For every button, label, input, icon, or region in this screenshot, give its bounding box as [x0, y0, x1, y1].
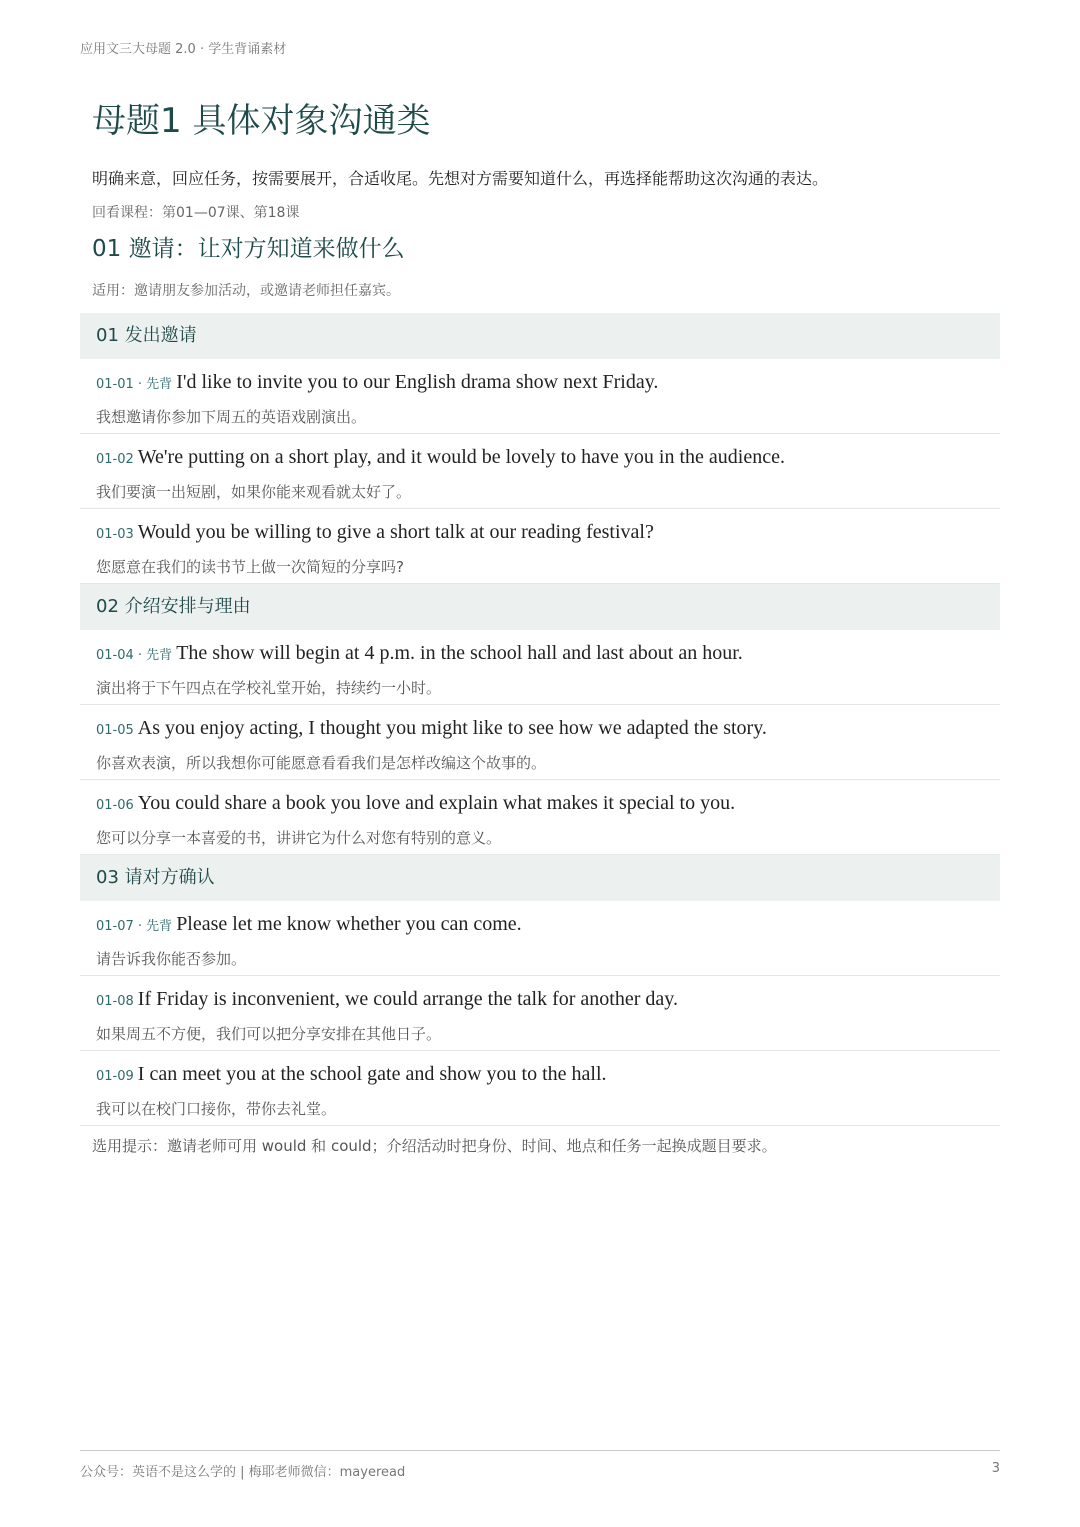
phrase-chinese: 如果周五不方便，我们可以把分享安排在其他日子。 [96, 1025, 442, 1043]
phrase-entry [80, 509, 1000, 584]
memorize-first-tag: · 先背 [133, 919, 173, 934]
phrase-chinese: 我们要演一出短剧，如果你能来观看就太好了。 [96, 483, 412, 501]
phrase-code: 01-02 [96, 452, 134, 467]
phrase-entry [80, 976, 1000, 1051]
phrase-code: 01-09 [96, 1069, 134, 1084]
phrase-entry [80, 359, 1000, 434]
memorize-first-tag: · 先背 [133, 648, 173, 663]
phrase-entry [80, 1051, 1000, 1126]
page-footer [80, 1450, 1000, 1480]
phrase-entry [80, 705, 1000, 780]
phrase-code: 01-05 [96, 723, 134, 738]
running-header: 应用文三大母题 2.0 · 学生背诵素材 [80, 42, 287, 57]
phrase-entry [80, 780, 1000, 855]
memorize-first-tag: · 先背 [133, 377, 173, 392]
phrase-english: Please let me know whether you can come. [176, 913, 522, 935]
chapter-title: 母题1 具体对象沟通类 [92, 101, 431, 141]
section-usage: 适用：邀请朋友参加活动，或邀请老师担任嘉宾。 [92, 283, 400, 299]
section-title: 01 邀请：让对方知道来做什么 [92, 236, 405, 262]
phrase-english: The show will begin at 4 p.m. in the school hall and last about an hour. [176, 642, 743, 664]
phrase-chinese: 你喜欢表演，所以我想你可能愿意看看我们是怎样改编这个故事的。 [96, 754, 547, 772]
phrase-english: As you enjoy acting, I thought you might like to see how we adapted the story. [137, 717, 767, 739]
group-header: 01 发出邀请 [80, 313, 1000, 359]
phrase-english: I can meet you at the school gate and show you to the hall. [137, 1063, 607, 1085]
phrase-chinese: 我可以在校门口接你，带你去礼堂。 [96, 1100, 337, 1118]
phrase-chinese: 请告诉我你能否参加。 [96, 950, 247, 968]
phrase-english: You could share a book you love and explain what makes it special to you. [137, 792, 736, 814]
phrase-chinese: 您愿意在我们的读书节上做一次简短的分享吗? [96, 558, 404, 576]
page-number: 3 [991, 1461, 1000, 1476]
group-header: 03 请对方确认 [80, 855, 1000, 901]
phrase-chinese: 我想邀请你参加下周五的英语戏剧演出。 [96, 408, 367, 426]
phrase-chinese: 演出将于下午四点在学校礼堂开始，持续约一小时。 [96, 679, 442, 697]
phrase-code: 01-03 [96, 527, 134, 542]
phrase-code: 01-06 [96, 798, 134, 813]
phrase-entry [80, 630, 1000, 705]
phrase-code: 01-04 [96, 648, 134, 663]
phrase-code: 01-08 [96, 994, 134, 1009]
phrase-english: I'd like to invite you to our English drama show next Friday. [176, 371, 659, 393]
review-lessons: 回看课程：第01—07课、第18课 [92, 205, 300, 221]
phrase-entry [80, 434, 1000, 509]
phrase-code: 01-01 [96, 377, 134, 392]
chapter-intro: 明确来意，回应任务，按需要展开，合适收尾。先想对方需要知道什么，再选择能帮助这次沟通的表达。 [92, 169, 829, 188]
footer-credits: 公众号：英语不是这么学的 | 梅耶老师微信：mayeread [80, 1465, 406, 1480]
group-header: 02 介绍安排与理由 [80, 584, 1000, 630]
usage-tip: 选用提示：邀请老师可用 would 和 could；介绍活动时把身份、时间、地点和任务一起换成题目要求。 [92, 1137, 777, 1155]
page-content [80, 95, 1000, 1160]
phrase-english: We're putting on a short play, and it would be lovely to have you in the audience. [137, 446, 785, 468]
phrase-entry [80, 901, 1000, 976]
phrase-english: If Friday is inconvenient, we could arrange the talk for another day. [137, 988, 678, 1010]
phrase-code: 01-07 [96, 919, 134, 934]
phrase-chinese: 您可以分享一本喜爱的书，讲讲它为什么对您有特别的意义。 [96, 829, 502, 847]
phrase-english: Would you be willing to give a short talk at our reading festival? [137, 521, 654, 543]
